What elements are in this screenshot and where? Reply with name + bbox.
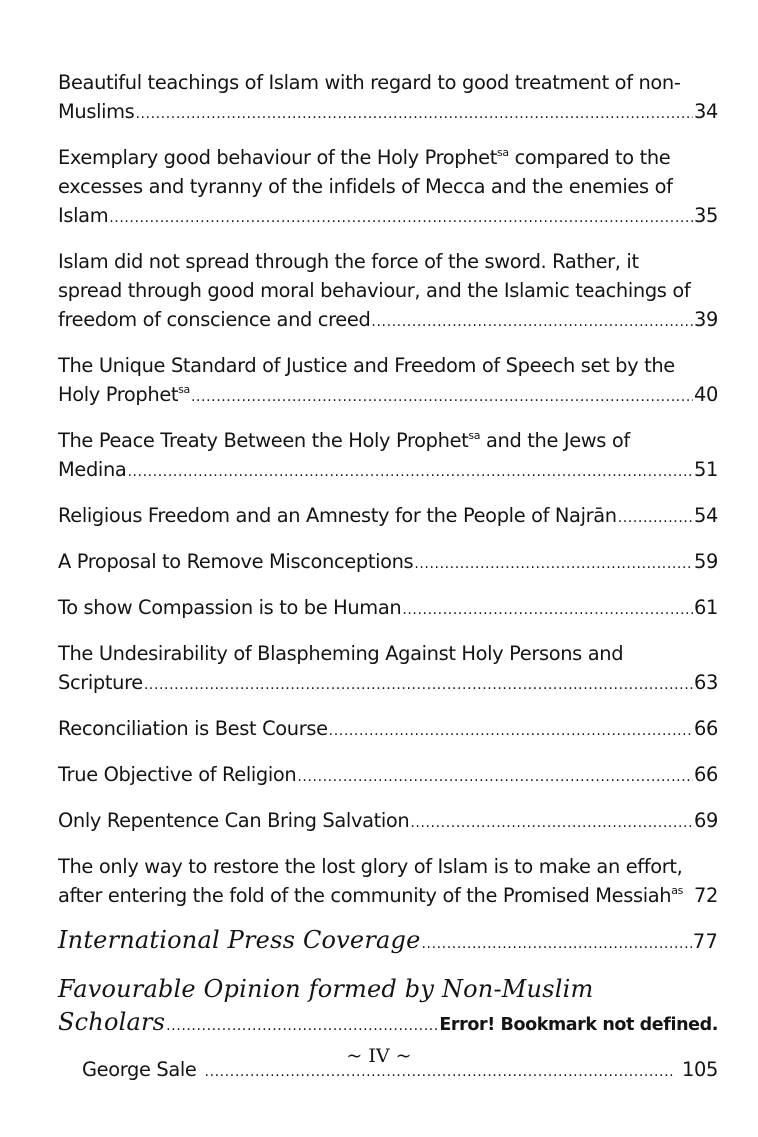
toc-entry-title (58, 380, 190, 409)
toc-section-favourable-opinion[interactable] (58, 973, 718, 1043)
honorific-superscript: sa (468, 428, 481, 442)
dot-leader (371, 308, 693, 337)
toc-entry-line (58, 380, 718, 412)
toc-entry-title: Only Repentence Can Bring Salvation (58, 809, 410, 832)
dot-leader (109, 204, 693, 233)
toc-entry-line (58, 593, 718, 625)
toc-entry-line (58, 97, 718, 129)
section-title: International Press Coverage (58, 926, 421, 954)
dot-leader (618, 504, 693, 533)
toc-section-press-coverage[interactable] (58, 924, 718, 961)
toc-entry-text-part: Holy Prophet (58, 383, 179, 406)
honorific-superscript: sa (178, 382, 190, 396)
toc-entry-line (58, 501, 718, 533)
dot-leader (297, 763, 693, 792)
toc-entry-text: The Undesirability of Blaspheming Against Holy Persons and (58, 642, 624, 665)
toc-entry-title: Reconciliation is Best Course (58, 717, 328, 740)
toc-entry-text: The Unique Standard of Justice and Freedom of Speech set by the (58, 354, 675, 377)
toc-entry-text (58, 143, 718, 172)
page-number: 54 (694, 504, 718, 527)
toc-entry-title: freedom of conscience and creed (58, 308, 371, 331)
page-number: 66 (694, 717, 718, 740)
page-number: 66 (694, 763, 718, 786)
toc-entry-text: excesses and tyranny of the infidels of Mecca and the enemies of (58, 175, 673, 198)
toc-entry-text (58, 426, 718, 455)
toc-entry-blaspheming[interactable] (58, 639, 718, 700)
toc-entry-good-treatment[interactable] (58, 68, 718, 129)
toc-entry-text-part: and the Jews of (480, 429, 630, 452)
toc-entry-peace-treaty[interactable] (58, 426, 718, 487)
page-number: 59 (694, 550, 718, 573)
page-number: 35 (694, 204, 718, 227)
toc-entry-line (58, 924, 718, 961)
toc-entry-text-part: The Peace Treaty Between the Holy Prophet (58, 429, 469, 452)
dot-leader (135, 100, 693, 129)
dot-leader (191, 383, 693, 412)
toc-entry-reconciliation[interactable] (58, 714, 718, 746)
toc-entry-true-objective[interactable] (58, 760, 718, 792)
toc-entry-title: A Proposal to Remove Misconceptions (58, 550, 414, 573)
toc-entry-text: The only way to restore the lost glory of Islam is to make an effort, (58, 855, 683, 878)
section-title: Favourable Opinion formed by Non-Muslim (58, 975, 594, 1003)
toc-entry-line (58, 547, 718, 579)
toc-entry-title: Muslims (58, 100, 135, 123)
page-number: 51 (694, 458, 718, 481)
toc-entry-title: Scripture (58, 671, 143, 694)
toc-entry-line (58, 714, 718, 746)
toc-entry-title: Religious Freedom and an Amnesty for the People of Najrān (58, 504, 617, 527)
toc-entry-line (58, 305, 718, 337)
toc-entry-sword[interactable] (58, 247, 718, 337)
dot-leader (402, 596, 693, 625)
toc-entry-justice[interactable] (58, 351, 718, 412)
toc-entry-text-part: compared to the (508, 146, 671, 169)
section-title: Scholars (58, 1008, 166, 1036)
page-number: 61 (694, 596, 718, 619)
honorific-superscript: sa (497, 145, 509, 159)
toc-entry-line (58, 881, 718, 910)
toc-entry-title: Islam (58, 204, 109, 227)
toc-entry-title: To show Compassion is to be Human (58, 596, 402, 619)
toc-entry-line (58, 455, 718, 487)
page-number: 77 (692, 930, 718, 953)
toc-entry-compassion[interactable] (58, 593, 718, 625)
toc-entry-text: Beautiful teachings of Islam with regard to good treatment of non- (58, 71, 681, 94)
page-footer-number: ~ IV ~ (346, 1045, 412, 1067)
toc-entry-title: Medina (58, 458, 127, 481)
toc-entry-text-part: after entering the fold of the community of the Promised Messiah (58, 884, 672, 907)
page-number: 34 (694, 100, 718, 123)
toc-entry-exemplary-behaviour[interactable] (58, 143, 718, 233)
toc-entry-title: True Objective of Religion (58, 763, 297, 786)
toc-entry-najran[interactable] (58, 501, 718, 533)
dot-leader (414, 550, 693, 579)
toc-entry-title (58, 881, 683, 910)
bookmark-error-text: Error! Bookmark not defined. (439, 1015, 718, 1035)
toc-entry-repentence[interactable] (58, 806, 718, 838)
page-number: 105 (682, 1058, 718, 1081)
dot-leader (144, 671, 693, 700)
page-number: 72 (694, 884, 718, 907)
toc-entry-line (58, 1006, 718, 1043)
dot-leader (127, 458, 693, 487)
toc-entry-lost-glory[interactable] (58, 852, 718, 910)
honorific-superscript: as (671, 883, 683, 897)
toc-entry-line (58, 201, 718, 233)
toc-entry-misconceptions[interactable] (58, 547, 718, 579)
toc-entry-text-part: Exemplary good behaviour of the Holy Prophet (58, 146, 498, 169)
page-number: 63 (694, 671, 718, 694)
toc-entry-text: spread through good moral behaviour, and the Islamic teachings of (58, 279, 691, 302)
toc-entry-title: George Sale (82, 1058, 197, 1081)
page-number: 69 (694, 809, 718, 832)
dot-leader (410, 809, 693, 838)
table-of-contents (58, 68, 718, 1101)
toc-entry-line (58, 806, 718, 838)
page-number: 39 (694, 308, 718, 331)
toc-entry-line (58, 760, 718, 792)
page-number: 40 (694, 383, 718, 406)
dot-leader (329, 717, 693, 746)
toc-entry-text: Islam did not spread through the force of the sword. Rather, it (58, 250, 639, 273)
dot-leader (166, 1010, 438, 1043)
dot-leader (421, 928, 691, 961)
toc-entry-line (58, 668, 718, 700)
